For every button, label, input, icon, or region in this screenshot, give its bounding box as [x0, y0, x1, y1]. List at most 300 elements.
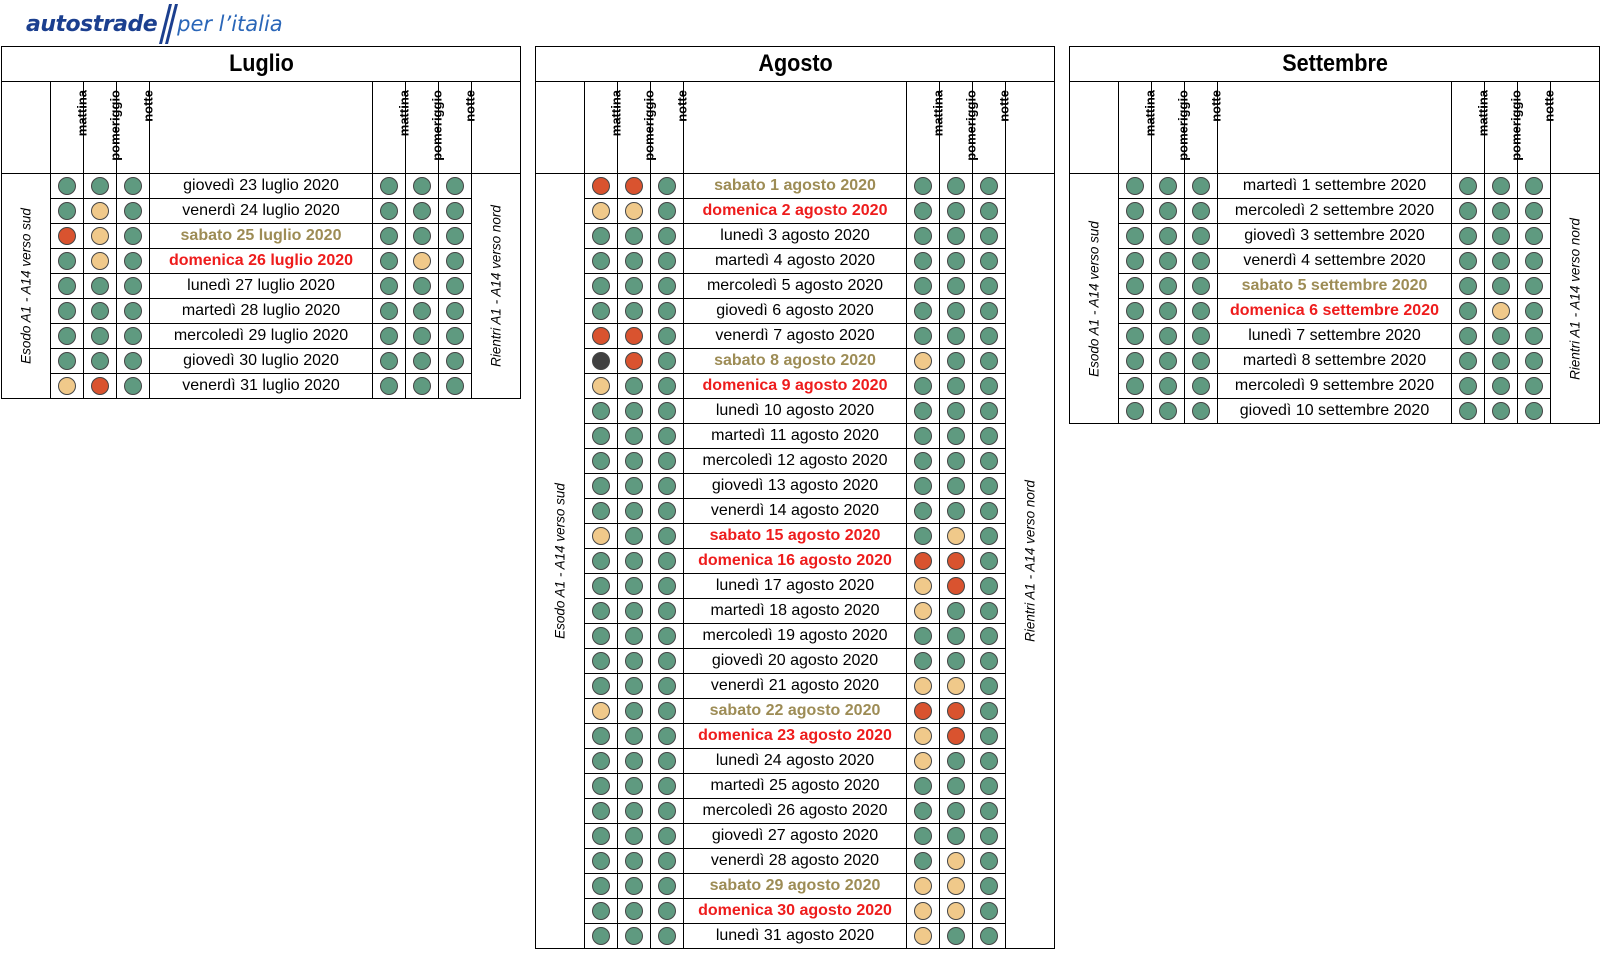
traffic-dot-icon — [658, 377, 676, 395]
date-cell: martedì 25 agosto 2020 — [684, 774, 907, 799]
return-cell — [439, 374, 472, 399]
traffic-dot-icon — [446, 327, 464, 345]
return-cell — [973, 424, 1006, 449]
return-cell — [1518, 399, 1551, 424]
return-cell — [907, 674, 940, 699]
traffic-dot-icon — [446, 252, 464, 270]
exodus-cell — [84, 274, 117, 299]
column-header-return-notte — [973, 82, 1012, 174]
traffic-dot-icon — [980, 402, 998, 420]
exodus-cell — [1185, 224, 1218, 249]
date-cell: martedì 28 luglio 2020 — [150, 299, 373, 324]
traffic-dot-icon — [124, 177, 142, 195]
table-row — [2, 249, 521, 274]
traffic-dot-icon — [980, 727, 998, 745]
traffic-dot-icon — [1192, 177, 1210, 195]
exodus-cell — [618, 699, 651, 724]
traffic-dot-icon — [947, 577, 965, 595]
traffic-dot-icon — [592, 227, 610, 245]
header-blank-right — [472, 82, 521, 174]
traffic-dot-icon — [658, 702, 676, 720]
traffic-dot-icon — [1192, 402, 1210, 420]
traffic-dot-icon — [625, 252, 643, 270]
return-cell — [1485, 324, 1518, 349]
exodus-cell — [585, 824, 618, 849]
traffic-dot-icon — [980, 902, 998, 920]
traffic-dot-icon — [1492, 177, 1510, 195]
return-cell — [973, 549, 1006, 574]
traffic-dot-icon — [1126, 377, 1144, 395]
column-header-exodus-mattina — [51, 82, 90, 174]
return-cell — [1518, 249, 1551, 274]
return-cell — [907, 549, 940, 574]
traffic-dot-icon — [413, 227, 431, 245]
return-cell — [907, 399, 940, 424]
traffic-dot-icon — [592, 552, 610, 570]
exodus-cell — [618, 474, 651, 499]
date-cell: sabato 29 agosto 2020 — [684, 874, 907, 899]
traffic-dot-icon — [446, 377, 464, 395]
return-cell — [1452, 299, 1485, 324]
traffic-dot-icon — [947, 777, 965, 795]
return-cell — [907, 799, 940, 824]
exodus-cell — [651, 624, 684, 649]
column-header-return-pomeriggio — [940, 82, 979, 174]
traffic-dot-icon — [625, 602, 643, 620]
return-cell — [907, 749, 940, 774]
return-cell — [940, 774, 973, 799]
traffic-dot-icon — [625, 652, 643, 670]
traffic-dot-icon — [658, 427, 676, 445]
table-row — [536, 599, 1055, 624]
table-row — [536, 274, 1055, 299]
exodus-cell — [651, 324, 684, 349]
traffic-dot-icon — [592, 877, 610, 895]
header-blank-date — [150, 82, 373, 174]
exodus-cell — [585, 749, 618, 774]
table-row — [536, 499, 1055, 524]
traffic-dot-icon — [413, 252, 431, 270]
traffic-dot-icon — [980, 752, 998, 770]
traffic-dot-icon — [1459, 402, 1477, 420]
return-cell — [907, 574, 940, 599]
exodus-cell — [651, 849, 684, 874]
exodus-cell — [585, 574, 618, 599]
traffic-dot-icon — [914, 827, 932, 845]
column-label: notte — [462, 90, 478, 122]
exodus-cell — [618, 324, 651, 349]
return-cell — [1452, 274, 1485, 299]
column-label: pomeriggio — [963, 90, 979, 161]
traffic-dot-icon — [380, 227, 398, 245]
logo-subtitle: per l’italia — [177, 12, 283, 36]
column-label: pomeriggio — [1508, 90, 1524, 161]
traffic-dot-icon — [914, 852, 932, 870]
traffic-dot-icon — [947, 477, 965, 495]
traffic-dot-icon — [1459, 277, 1477, 295]
traffic-dot-icon — [625, 777, 643, 795]
exodus-cell — [117, 224, 150, 249]
return-cell — [1518, 224, 1551, 249]
traffic-dot-icon — [980, 302, 998, 320]
traffic-dot-icon — [1459, 227, 1477, 245]
traffic-dot-icon — [947, 602, 965, 620]
traffic-dot-icon — [592, 202, 610, 220]
traffic-dot-icon — [446, 202, 464, 220]
column-header-return-pomeriggio — [1485, 82, 1524, 174]
exodus-cell — [1185, 374, 1218, 399]
table-row — [536, 899, 1055, 924]
traffic-dot-icon — [914, 627, 932, 645]
table-row — [536, 574, 1055, 599]
exodus-cell — [651, 599, 684, 624]
table-row — [536, 474, 1055, 499]
return-cell — [907, 599, 940, 624]
traffic-dot-icon — [91, 202, 109, 220]
exodus-cell — [84, 299, 117, 324]
exodus-cell — [618, 749, 651, 774]
exodus-cell — [585, 599, 618, 624]
table-row — [536, 299, 1055, 324]
return-cell — [940, 249, 973, 274]
return-cell — [373, 349, 406, 374]
table-row — [2, 199, 521, 224]
return-cell — [973, 349, 1006, 374]
traffic-dot-icon — [625, 177, 643, 195]
traffic-dot-icon — [947, 927, 965, 945]
traffic-dot-icon — [380, 252, 398, 270]
table-row — [536, 399, 1055, 424]
autostrade-logo — [26, 4, 283, 44]
return-cell — [940, 349, 973, 374]
header-blank-left — [1070, 82, 1119, 174]
exodus-cell — [585, 349, 618, 374]
traffic-dot-icon — [914, 227, 932, 245]
return-cell — [940, 399, 973, 424]
traffic-dot-icon — [914, 327, 932, 345]
table-row — [1070, 374, 1600, 399]
return-cell — [1452, 199, 1485, 224]
traffic-dot-icon — [658, 177, 676, 195]
traffic-dot-icon — [58, 202, 76, 220]
header-blank-right — [1006, 82, 1055, 174]
return-cell — [907, 249, 940, 274]
table-row — [2, 324, 521, 349]
table-row — [1070, 174, 1600, 199]
date-cell: mercoledì 2 settembre 2020 — [1218, 199, 1452, 224]
traffic-dot-icon — [380, 177, 398, 195]
exodus-cell — [585, 324, 618, 349]
return-cell — [940, 724, 973, 749]
return-cell — [907, 899, 940, 924]
traffic-dot-icon — [592, 852, 610, 870]
traffic-dot-icon — [124, 377, 142, 395]
exodus-cell — [585, 724, 618, 749]
return-cell — [1485, 174, 1518, 199]
traffic-dot-icon — [658, 877, 676, 895]
exodus-cell — [585, 199, 618, 224]
traffic-dot-icon — [658, 252, 676, 270]
traffic-dot-icon — [980, 877, 998, 895]
traffic-dot-icon — [914, 677, 932, 695]
traffic-dot-icon — [658, 727, 676, 745]
table-row — [1070, 249, 1600, 274]
traffic-dot-icon — [625, 627, 643, 645]
return-cell — [373, 199, 406, 224]
side-label-return — [472, 174, 521, 399]
return-cell — [973, 824, 1006, 849]
return-cell — [940, 524, 973, 549]
date-cell: giovedì 23 luglio 2020 — [150, 174, 373, 199]
traffic-dot-icon — [592, 827, 610, 845]
traffic-dot-icon — [592, 252, 610, 270]
traffic-dot-icon — [91, 352, 109, 370]
return-cell — [940, 699, 973, 724]
traffic-dot-icon — [413, 202, 431, 220]
date-cell: lunedì 3 agosto 2020 — [684, 224, 907, 249]
traffic-dot-icon — [592, 677, 610, 695]
logo-bars-icon — [161, 4, 175, 44]
exodus-cell — [618, 224, 651, 249]
traffic-dot-icon — [592, 527, 610, 545]
traffic-dot-icon — [1492, 227, 1510, 245]
traffic-dot-icon — [947, 702, 965, 720]
traffic-dot-icon — [914, 177, 932, 195]
traffic-dot-icon — [413, 327, 431, 345]
return-cell — [973, 624, 1006, 649]
traffic-dot-icon — [947, 552, 965, 570]
exodus-cell — [651, 299, 684, 324]
header-blank-left — [536, 82, 585, 174]
traffic-dot-icon — [1159, 252, 1177, 270]
header-blank-date — [1218, 82, 1452, 174]
return-cell — [1518, 199, 1551, 224]
return-cell — [406, 349, 439, 374]
return-cell — [973, 649, 1006, 674]
traffic-dot-icon — [980, 577, 998, 595]
traffic-dot-icon — [914, 502, 932, 520]
exodus-cell — [1119, 299, 1152, 324]
traffic-dot-icon — [592, 727, 610, 745]
traffic-dot-icon — [124, 327, 142, 345]
return-cell — [940, 474, 973, 499]
traffic-dot-icon — [914, 777, 932, 795]
exodus-cell — [585, 174, 618, 199]
traffic-dot-icon — [58, 177, 76, 195]
traffic-dot-icon — [1126, 327, 1144, 345]
traffic-dot-icon — [625, 752, 643, 770]
traffic-dot-icon — [625, 327, 643, 345]
traffic-dot-icon — [1525, 402, 1543, 420]
traffic-dot-icon — [91, 252, 109, 270]
date-cell: lunedì 24 agosto 2020 — [684, 749, 907, 774]
return-cell — [940, 599, 973, 624]
date-cell: sabato 22 agosto 2020 — [684, 699, 907, 724]
traffic-dot-icon — [980, 427, 998, 445]
traffic-dot-icon — [592, 802, 610, 820]
date-cell: lunedì 10 agosto 2020 — [684, 399, 907, 424]
date-cell: domenica 2 agosto 2020 — [684, 199, 907, 224]
date-cell: sabato 8 agosto 2020 — [684, 349, 907, 374]
table-row — [536, 849, 1055, 874]
date-cell: mercoledì 29 luglio 2020 — [150, 324, 373, 349]
table-row — [536, 674, 1055, 699]
traffic-dot-icon — [1525, 227, 1543, 245]
exodus-cell — [618, 899, 651, 924]
return-cell — [973, 299, 1006, 324]
traffic-dot-icon — [592, 477, 610, 495]
column-label: notte — [1541, 90, 1557, 122]
exodus-cell — [618, 174, 651, 199]
exodus-cell — [651, 224, 684, 249]
traffic-dot-icon — [658, 852, 676, 870]
exodus-cell — [84, 224, 117, 249]
traffic-dot-icon — [658, 577, 676, 595]
traffic-dot-icon — [947, 902, 965, 920]
table-row — [536, 224, 1055, 249]
traffic-dot-icon — [58, 352, 76, 370]
exodus-cell — [585, 499, 618, 524]
exodus-cell — [651, 199, 684, 224]
date-cell: martedì 8 settembre 2020 — [1218, 349, 1452, 374]
return-cell — [940, 449, 973, 474]
traffic-dot-icon — [980, 677, 998, 695]
column-header-exodus-pomeriggio — [84, 82, 123, 174]
exodus-cell — [618, 499, 651, 524]
return-cell — [940, 499, 973, 524]
return-cell — [973, 399, 1006, 424]
side-label-exodus — [536, 174, 585, 949]
traffic-dot-icon — [592, 327, 610, 345]
return-cell — [1485, 399, 1518, 424]
exodus-cell — [618, 349, 651, 374]
traffic-dot-icon — [446, 352, 464, 370]
traffic-dot-icon — [1126, 227, 1144, 245]
traffic-dot-icon — [658, 752, 676, 770]
traffic-dot-icon — [947, 502, 965, 520]
exodus-cell — [618, 449, 651, 474]
traffic-dot-icon — [124, 252, 142, 270]
exodus-cell — [1185, 399, 1218, 424]
exodus-cell — [585, 299, 618, 324]
traffic-dot-icon — [980, 802, 998, 820]
traffic-dot-icon — [1459, 377, 1477, 395]
return-cell — [1452, 349, 1485, 374]
traffic-dot-icon — [592, 602, 610, 620]
side-label-exodus — [1070, 174, 1119, 424]
exodus-cell — [651, 274, 684, 299]
exodus-cell — [117, 249, 150, 274]
traffic-dot-icon — [1126, 252, 1144, 270]
traffic-dot-icon — [914, 277, 932, 295]
traffic-dot-icon — [1525, 277, 1543, 295]
exodus-cell — [618, 674, 651, 699]
table-row — [2, 174, 521, 199]
traffic-dot-icon — [413, 377, 431, 395]
exodus-cell — [1152, 249, 1185, 274]
return-cell — [907, 699, 940, 724]
traffic-dot-icon — [947, 177, 965, 195]
return-cell — [406, 274, 439, 299]
exodus-cell — [585, 674, 618, 699]
exodus-cell — [84, 374, 117, 399]
date-cell: lunedì 7 settembre 2020 — [1218, 324, 1452, 349]
traffic-dot-icon — [592, 702, 610, 720]
traffic-dot-icon — [380, 202, 398, 220]
table-row — [1070, 274, 1600, 299]
return-cell — [1452, 324, 1485, 349]
traffic-dot-icon — [1192, 227, 1210, 245]
return-cell — [907, 474, 940, 499]
return-cell — [1485, 374, 1518, 399]
traffic-dot-icon — [914, 427, 932, 445]
month-table-luglio — [1, 46, 521, 399]
traffic-dot-icon — [592, 427, 610, 445]
month-title: Luglio — [27, 47, 494, 82]
traffic-dot-icon — [625, 477, 643, 495]
table-row — [1070, 199, 1600, 224]
traffic-dot-icon — [980, 477, 998, 495]
traffic-dot-icon — [380, 277, 398, 295]
traffic-dot-icon — [980, 852, 998, 870]
traffic-dot-icon — [658, 927, 676, 945]
column-label: notte — [1208, 90, 1224, 122]
exodus-cell — [618, 274, 651, 299]
traffic-dot-icon — [58, 302, 76, 320]
exodus-cell — [1152, 274, 1185, 299]
return-cell — [406, 249, 439, 274]
return-cell — [439, 349, 472, 374]
date-cell: venerdì 7 agosto 2020 — [684, 324, 907, 349]
traffic-dot-icon — [1192, 377, 1210, 395]
traffic-dot-icon — [980, 602, 998, 620]
exodus-cell — [1119, 174, 1152, 199]
traffic-dot-icon — [947, 352, 965, 370]
traffic-dot-icon — [914, 577, 932, 595]
traffic-dot-icon — [58, 377, 76, 395]
exodus-cell — [51, 199, 84, 224]
exodus-cell — [651, 374, 684, 399]
traffic-dot-icon — [914, 702, 932, 720]
exodus-cell — [51, 249, 84, 274]
traffic-dot-icon — [413, 302, 431, 320]
table-row — [2, 349, 521, 374]
date-cell: sabato 25 luglio 2020 — [150, 224, 373, 249]
table-row — [536, 699, 1055, 724]
return-cell — [940, 624, 973, 649]
traffic-dot-icon — [914, 302, 932, 320]
traffic-dot-icon — [446, 177, 464, 195]
date-cell: venerdì 14 agosto 2020 — [684, 499, 907, 524]
traffic-dot-icon — [658, 202, 676, 220]
return-cell — [973, 449, 1006, 474]
exodus-cell — [1185, 274, 1218, 299]
traffic-dot-icon — [658, 827, 676, 845]
return-cell — [907, 924, 940, 949]
return-cell — [907, 649, 940, 674]
return-cell — [973, 899, 1006, 924]
traffic-dot-icon — [91, 302, 109, 320]
exodus-cell — [51, 224, 84, 249]
exodus-cell — [585, 924, 618, 949]
exodus-cell — [585, 549, 618, 574]
date-cell: lunedì 17 agosto 2020 — [684, 574, 907, 599]
return-cell — [1518, 374, 1551, 399]
traffic-dot-icon — [625, 577, 643, 595]
table-row — [536, 649, 1055, 674]
return-cell — [1452, 224, 1485, 249]
return-cell — [940, 674, 973, 699]
